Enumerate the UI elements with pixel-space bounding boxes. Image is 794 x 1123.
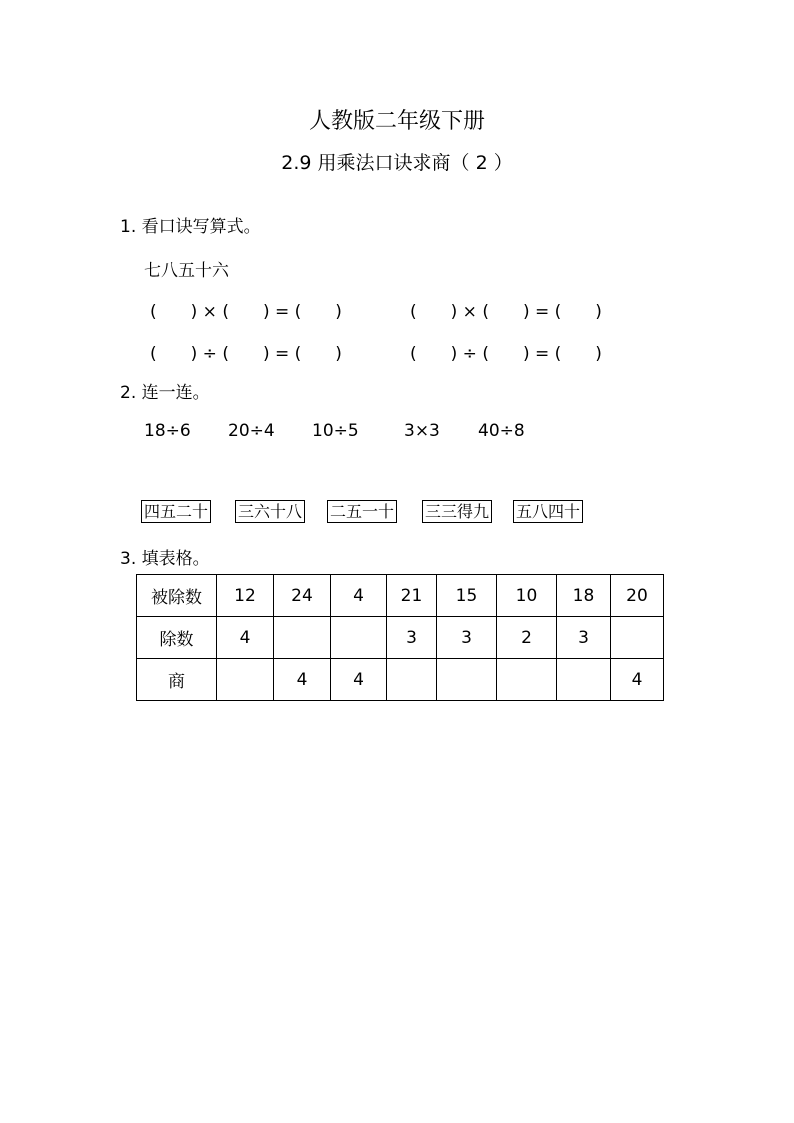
rhyme-card[interactable]: 四五二十 [141,500,211,523]
table-cell: 20 [611,575,664,617]
table-cell: 24 [274,575,331,617]
table-cell[interactable]: 3 [557,617,611,659]
expression-item[interactable]: 18÷6 [144,421,191,441]
table-cell[interactable]: 3 [387,617,437,659]
table-header-cell: 除数 [137,617,217,659]
page-title: 人教版二年级下册 [308,109,485,134]
question-3-heading: 3. 填表格。 [120,549,210,569]
table-row [137,659,664,701]
rhyme-card[interactable]: 三三得九 [422,500,492,523]
table-cell[interactable] [557,659,611,701]
question-2-heading: 2. 连一连。 [120,383,210,403]
table-cell[interactable] [274,617,331,659]
expression-item[interactable]: 10÷5 [312,421,359,441]
expression-item[interactable]: 3×3 [404,421,440,441]
table-cell: 15 [437,575,497,617]
table-row [137,617,664,659]
table-cell[interactable]: 4 [611,659,664,701]
multiplication-blank-2[interactable]: ( ) × ( ) = ( ) [410,302,602,322]
table-cell[interactable] [331,617,387,659]
table-cell[interactable] [611,617,664,659]
question-1-heading: 1. 看口诀写算式。 [120,217,261,237]
table-cell[interactable] [497,659,557,701]
table-cell: 4 [331,575,387,617]
expression-item[interactable]: 20÷4 [228,421,275,441]
rhyme-card[interactable]: 二五一十 [327,500,397,523]
table-cell[interactable] [387,659,437,701]
table-cell: 21 [387,575,437,617]
table-cell[interactable] [437,659,497,701]
table-header-cell: 商 [137,659,217,701]
table-cell: 18 [557,575,611,617]
table-cell[interactable]: 4 [331,659,387,701]
table-cell[interactable] [217,659,274,701]
multiplication-blank-1[interactable]: ( ) × ( ) = ( ) [150,302,342,322]
rhyme-card[interactable]: 五八四十 [513,500,583,523]
division-blank-2[interactable]: ( ) ÷ ( ) = ( ) [410,344,602,364]
rhyme-text: 七八五十六 [144,261,229,281]
table-header-cell: 被除数 [137,575,217,617]
table-cell[interactable]: 2 [497,617,557,659]
division-table [136,574,664,701]
lesson-subtitle: 2.9 用乘法口诀求商（ 2 ） [281,152,513,174]
table-row [137,575,664,617]
table-cell[interactable]: 3 [437,617,497,659]
expression-item[interactable]: 40÷8 [478,421,525,441]
table-cell[interactable]: 4 [217,617,274,659]
table-cell: 12 [217,575,274,617]
rhyme-card[interactable]: 三六十八 [235,500,305,523]
table-cell[interactable]: 4 [274,659,331,701]
table-cell: 10 [497,575,557,617]
division-blank-1[interactable]: ( ) ÷ ( ) = ( ) [150,344,342,364]
